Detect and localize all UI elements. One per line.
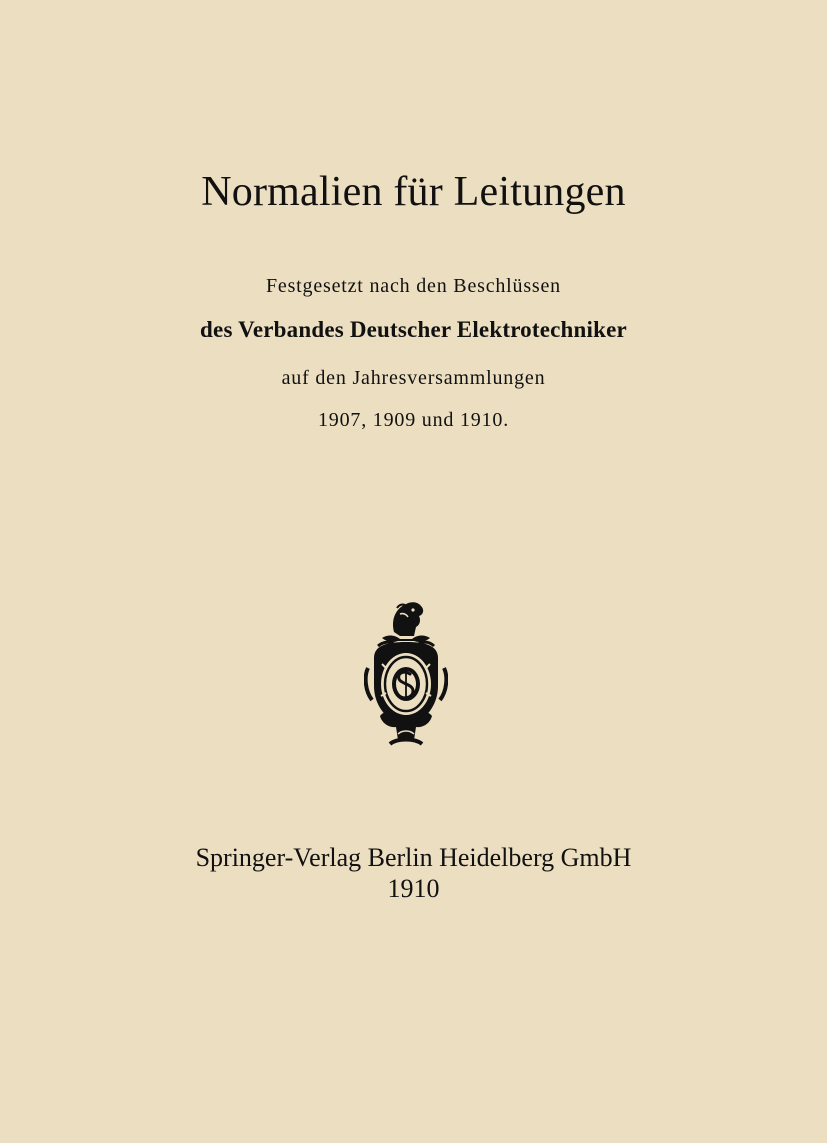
subtitle-line-1: Festgesetzt nach den Beschlüssen	[266, 275, 561, 297]
springer-horse-emblem-icon	[364, 598, 448, 750]
subtitle-line-4: 1907, 1909 und 1910.	[318, 409, 509, 431]
publication-year: 1910	[387, 874, 440, 903]
book-title: Normalien für Leitungen	[201, 169, 626, 215]
subtitle-line-2: des Verbandes Deutscher Elektrotechniker	[200, 317, 627, 342]
publisher-name: Springer-Verlag Berlin Heidelberg GmbH	[195, 843, 632, 872]
subtitle-line-3: auf den Jahresversammlungen	[281, 367, 546, 389]
